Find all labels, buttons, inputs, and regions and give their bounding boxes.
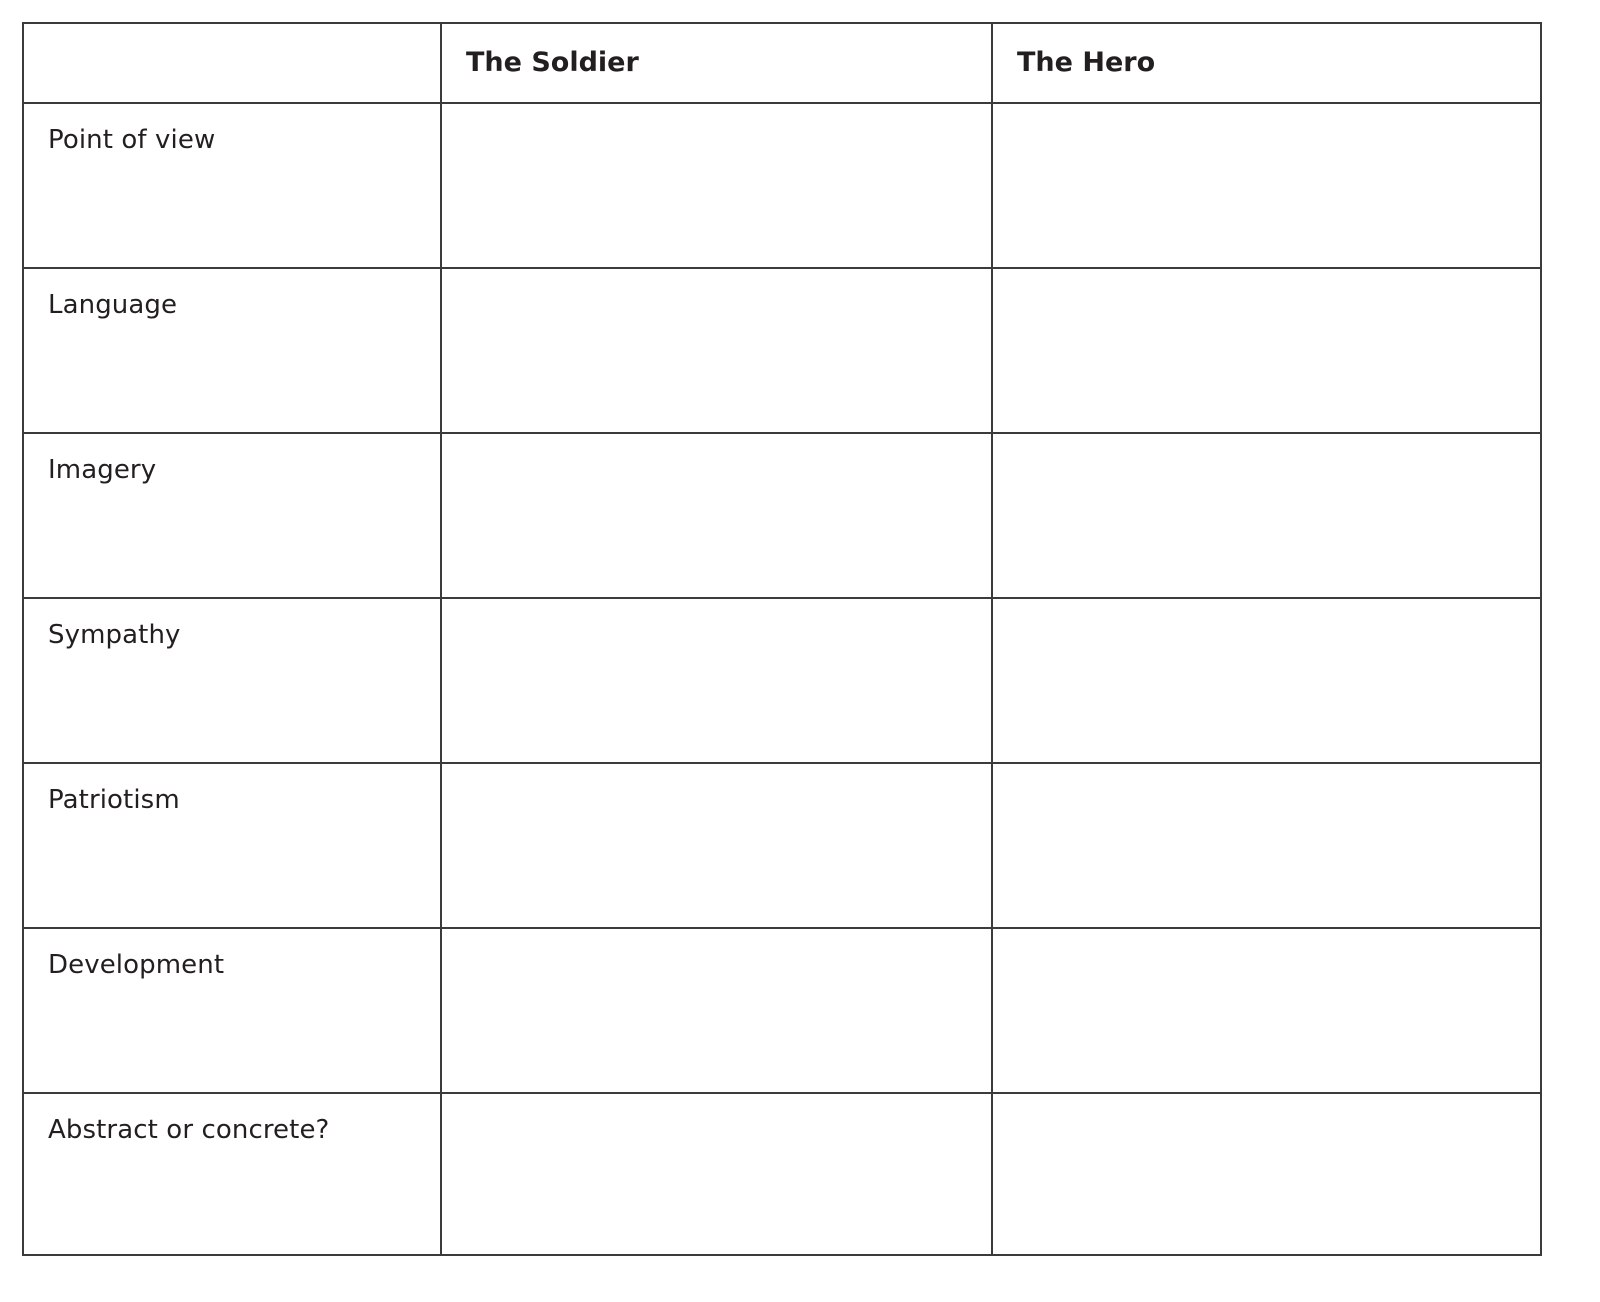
table-row — [23, 928, 1541, 1093]
column-header-soldier-label: The Soldier — [466, 47, 639, 78]
answer-cell-hero-point-of-view[interactable] — [992, 103, 1541, 268]
column-header-criterion — [23, 23, 441, 103]
table-row — [23, 1093, 1541, 1255]
row-label-imagery: Imagery — [23, 433, 441, 598]
table-header-row — [23, 23, 1541, 103]
poem-comparison-table — [22, 22, 1542, 1256]
row-label-point-of-view: Point of view — [23, 103, 441, 268]
table-row — [23, 268, 1541, 433]
table-row — [23, 598, 1541, 763]
table-header — [23, 23, 1541, 103]
row-label-patriotism: Patriotism — [23, 763, 441, 928]
table-row — [23, 763, 1541, 928]
row-label-development: Development — [23, 928, 441, 1093]
answer-cell-soldier-point-of-view[interactable] — [441, 103, 992, 268]
answer-cell-soldier-language[interactable] — [441, 268, 992, 433]
answer-cell-soldier-development[interactable] — [441, 928, 992, 1093]
table-body — [23, 103, 1541, 1255]
answer-cell-soldier-imagery[interactable] — [441, 433, 992, 598]
answer-cell-soldier-sympathy[interactable] — [441, 598, 992, 763]
answer-cell-soldier-patriotism[interactable] — [441, 763, 992, 928]
table-row — [23, 433, 1541, 598]
row-label-abstract-or-concrete: Abstract or concrete? — [23, 1093, 441, 1255]
answer-cell-hero-development[interactable] — [992, 928, 1541, 1093]
answer-cell-hero-abstract-or-concrete[interactable] — [992, 1093, 1541, 1255]
answer-cell-soldier-abstract-or-concrete[interactable] — [441, 1093, 992, 1255]
column-header-soldier — [441, 23, 992, 103]
answer-cell-hero-patriotism[interactable] — [992, 763, 1541, 928]
answer-cell-hero-sympathy[interactable] — [992, 598, 1541, 763]
column-header-hero-label: The Hero — [1017, 47, 1156, 78]
table-row — [23, 103, 1541, 268]
answer-cell-hero-imagery[interactable] — [992, 433, 1541, 598]
column-header-hero — [992, 23, 1541, 103]
row-label-language: Language — [23, 268, 441, 433]
answer-cell-hero-language[interactable] — [992, 268, 1541, 433]
row-label-sympathy: Sympathy — [23, 598, 441, 763]
